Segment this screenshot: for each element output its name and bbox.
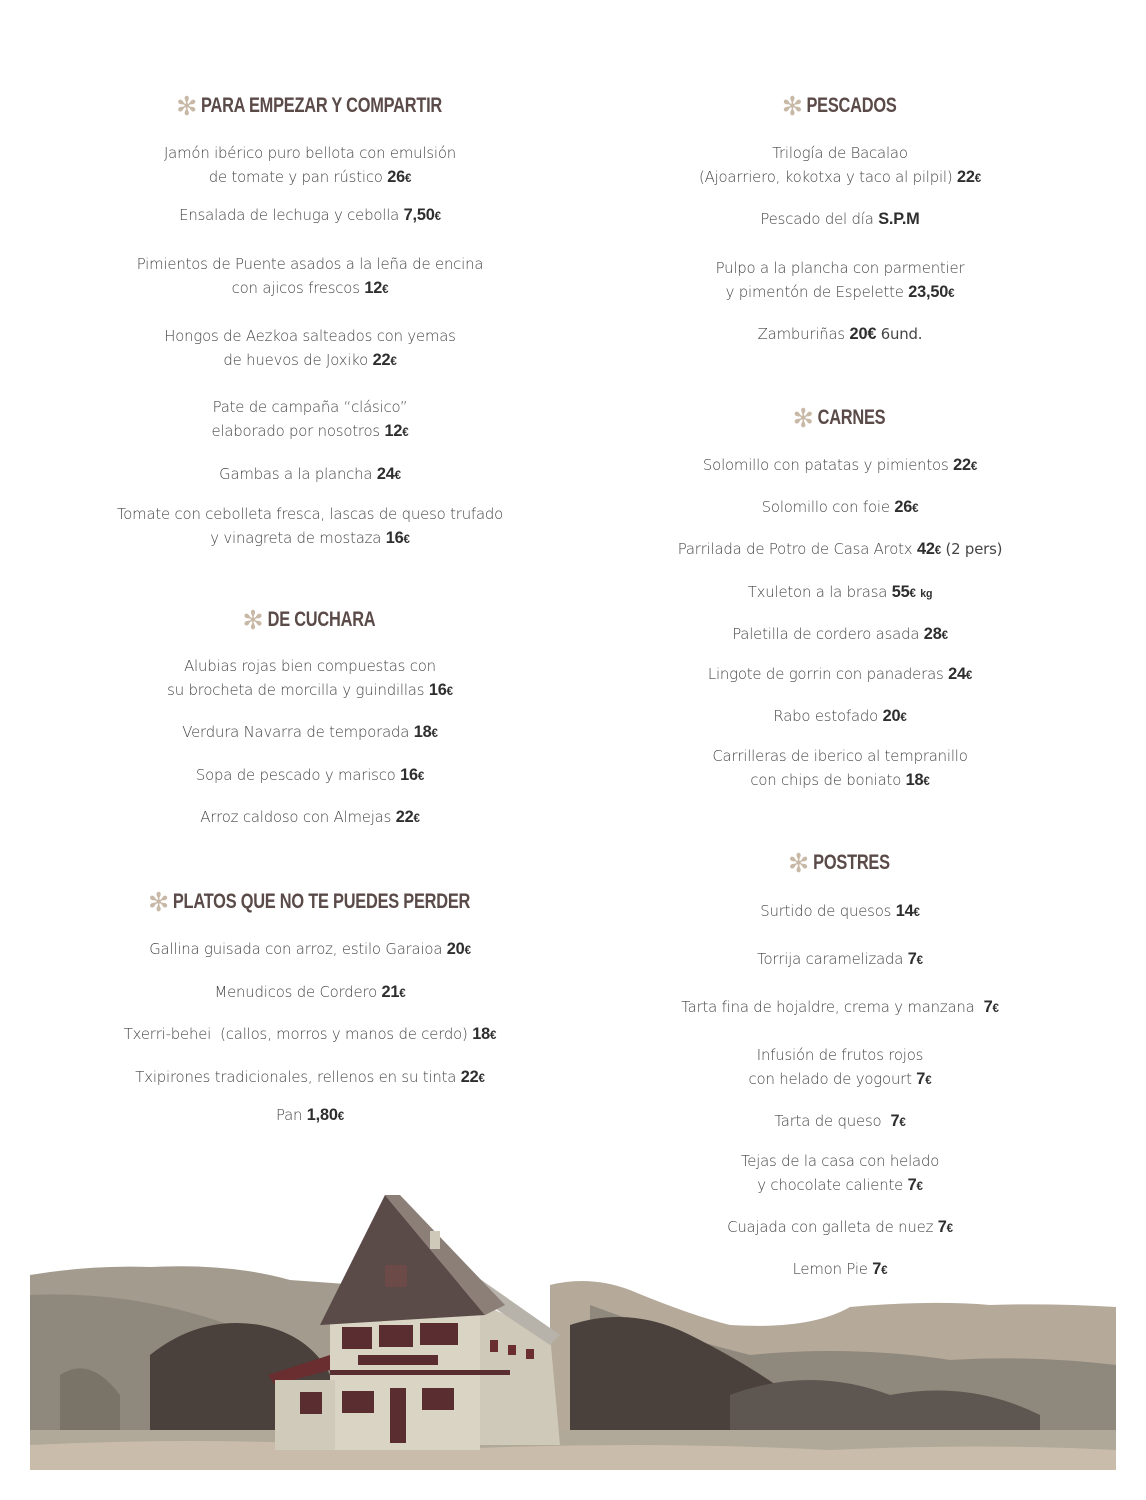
item-price: 7€ bbox=[890, 1111, 906, 1130]
menu-item bbox=[600, 537, 1080, 562]
asterisk-icon: ✻ bbox=[242, 605, 264, 635]
section-title: POSTRES bbox=[813, 851, 890, 874]
left-column bbox=[60, 0, 560, 1200]
item-note: 6und. bbox=[880, 325, 923, 343]
right-column bbox=[590, 0, 1090, 1300]
item-price: 18€ bbox=[905, 770, 930, 789]
item-text: Gambas a la plancha bbox=[219, 465, 373, 483]
item-price: 22€ bbox=[372, 350, 397, 369]
menu-item bbox=[70, 462, 550, 487]
item-price: 14€ bbox=[895, 901, 920, 920]
menu-item bbox=[70, 324, 550, 373]
item-text: Rabo estofado bbox=[773, 707, 879, 725]
menu-item bbox=[600, 622, 1080, 647]
item-price: 42€ bbox=[916, 539, 941, 558]
item-text: Pate de campaña “clásico” bbox=[212, 398, 408, 416]
item-price: 7,50€ bbox=[403, 205, 441, 224]
item-text: Pescado del día bbox=[760, 210, 874, 228]
menu-item bbox=[600, 580, 1080, 606]
item-text: su brocheta de morcilla y guindillas bbox=[167, 681, 425, 699]
menu-item bbox=[600, 453, 1080, 478]
item-price: 1,80€ bbox=[306, 1105, 345, 1124]
section-heading-empezar bbox=[115, 93, 505, 119]
item-price: 55€ bbox=[891, 582, 916, 601]
item-price: 24€ bbox=[376, 464, 401, 483]
menu-item bbox=[600, 1257, 1080, 1282]
menu-item bbox=[70, 937, 550, 962]
item-text: Zamburiñas bbox=[757, 325, 846, 343]
menu-item bbox=[70, 395, 550, 444]
item-price: 20€ bbox=[446, 939, 471, 958]
section-title: PLATOS QUE NO TE PUEDES PERDER bbox=[172, 890, 471, 913]
asterisk-icon: ✻ bbox=[781, 91, 803, 121]
asterisk-icon: ✻ bbox=[175, 91, 197, 121]
item-text: elaborado por nosotros bbox=[211, 422, 380, 440]
section-heading-platos bbox=[115, 889, 505, 915]
item-price: 24€ bbox=[948, 664, 973, 683]
item-unit: kg bbox=[920, 588, 933, 600]
item-price: 26€ bbox=[894, 497, 919, 516]
menu-item bbox=[70, 980, 550, 1005]
item-text: Arroz caldoso con Almejas bbox=[200, 808, 392, 826]
menu-item bbox=[600, 1215, 1080, 1240]
item-text: con ajicos frescos bbox=[231, 279, 360, 297]
item-text: Tomate con cebolleta fresca, lascas de queso trufado bbox=[116, 505, 504, 523]
item-price: 22€ bbox=[953, 455, 978, 474]
item-price: 22€ bbox=[395, 807, 420, 826]
section-heading-cuchara bbox=[115, 607, 505, 633]
menu-item bbox=[600, 1043, 1080, 1092]
item-text: de huevos de Joxiko bbox=[223, 351, 369, 369]
item-price: 20€ bbox=[849, 324, 877, 343]
menu-item bbox=[70, 141, 550, 190]
item-text: Trilogía de Bacalao bbox=[772, 144, 908, 162]
asterisk-icon: ✻ bbox=[792, 403, 814, 433]
item-text: Cuajada con galleta de nuez bbox=[727, 1218, 934, 1236]
menu-item bbox=[600, 947, 1080, 972]
item-price: 7€ bbox=[983, 997, 999, 1016]
item-text: Pimientos de Puente asados a la leña de encina bbox=[136, 255, 484, 273]
item-price: 7€ bbox=[916, 1069, 932, 1088]
section-heading-carnes bbox=[645, 405, 1035, 431]
section-title: DE CUCHARA bbox=[267, 608, 376, 631]
item-text: Ensalada de lechuga y cebolla bbox=[179, 206, 400, 224]
section-title: PARA EMPEZAR Y COMPARTIR bbox=[200, 94, 443, 117]
menu-item bbox=[70, 1065, 550, 1090]
item-text: Verdura Navarra de temporada bbox=[182, 723, 410, 741]
item-price: 20€ bbox=[882, 706, 907, 725]
item-price: 7€ bbox=[907, 949, 923, 968]
item-text: Surtido de quesos bbox=[760, 902, 892, 920]
item-text: Tejas de la casa con helado bbox=[740, 1152, 940, 1170]
item-price: 16€ bbox=[385, 528, 410, 547]
item-price: 26€ bbox=[387, 167, 412, 186]
item-text: y vinagreta de mostaza bbox=[210, 529, 382, 547]
menu-item bbox=[600, 662, 1080, 687]
menu-item bbox=[70, 252, 550, 301]
section-title: PESCADOS bbox=[806, 94, 897, 117]
menu-item bbox=[70, 720, 550, 745]
item-text: Txerri-behei (callos, morros y manos de cerdo) bbox=[123, 1025, 468, 1043]
item-text: con helado de yogourt bbox=[748, 1070, 912, 1088]
menu-item bbox=[600, 995, 1080, 1020]
asterisk-icon: ✻ bbox=[147, 887, 169, 917]
item-text: Infusión de frutos rojos bbox=[756, 1046, 924, 1064]
item-text: de tomate y pan rústico bbox=[208, 168, 383, 186]
item-note: (2 pers) bbox=[945, 540, 1003, 558]
menu-item bbox=[70, 203, 550, 228]
item-price: 22€ bbox=[460, 1067, 485, 1086]
item-text: Paletilla de cordero asada bbox=[732, 625, 920, 643]
item-text: Parrilada de Potro de Casa Arotx bbox=[677, 540, 913, 558]
item-text: Gallina guisada con arroz, estilo Garaioa bbox=[149, 940, 443, 958]
section-heading-pescados bbox=[645, 93, 1035, 119]
menu-item bbox=[600, 495, 1080, 520]
item-text: Tarta de queso bbox=[774, 1112, 886, 1130]
item-text: Torrija caramelizada bbox=[757, 950, 904, 968]
item-text: (Ajoarriero, kokotxa y taco al pilpil) bbox=[698, 168, 953, 186]
item-text: Pulpo a la plancha con parmentier bbox=[715, 259, 965, 277]
item-price: 18€ bbox=[472, 1024, 497, 1043]
item-price: 22€ bbox=[957, 167, 982, 186]
menu-item bbox=[600, 141, 1080, 190]
item-text: Solomillo con patatas y pimientos bbox=[702, 456, 949, 474]
menu-item bbox=[70, 1103, 550, 1128]
menu-item bbox=[70, 1022, 550, 1047]
menu-item bbox=[600, 256, 1080, 305]
menu-item bbox=[600, 1149, 1080, 1198]
menu-item bbox=[70, 763, 550, 788]
item-price: S.P.M bbox=[878, 209, 920, 228]
item-price: 23,50€ bbox=[908, 282, 955, 301]
item-price: 21€ bbox=[381, 982, 406, 1001]
item-text: Solomillo con foie bbox=[761, 498, 890, 516]
section-heading-postres bbox=[645, 850, 1035, 876]
item-price: 12€ bbox=[384, 421, 409, 440]
item-text: Alubias rojas bien compuestas con bbox=[184, 657, 436, 675]
item-price: 16€ bbox=[400, 765, 425, 784]
menu-item bbox=[70, 654, 550, 703]
menu-item bbox=[600, 899, 1080, 924]
item-price: 28€ bbox=[923, 624, 948, 643]
menu-item bbox=[600, 704, 1080, 729]
menu-item bbox=[600, 744, 1080, 793]
menu-item bbox=[600, 1109, 1080, 1134]
item-text: Hongos de Aezkoa salteados con yemas bbox=[164, 327, 456, 345]
menu-item bbox=[600, 322, 1080, 346]
item-text: Pan bbox=[275, 1106, 303, 1124]
item-text: Tarta fina de hojaldre, crema y manzana bbox=[681, 998, 980, 1016]
item-price: 7€ bbox=[907, 1175, 923, 1194]
item-price: 7€ bbox=[872, 1259, 888, 1278]
item-text: Menudicos de Cordero bbox=[214, 983, 377, 1001]
item-price: 7€ bbox=[937, 1217, 953, 1236]
section-title: CARNES bbox=[817, 406, 886, 429]
item-price: 18€ bbox=[413, 722, 438, 741]
menu-item bbox=[70, 805, 550, 830]
item-text: con chips de boniato bbox=[750, 771, 902, 789]
menu-item bbox=[70, 502, 550, 551]
item-price: 12€ bbox=[364, 278, 389, 297]
item-text: Jamón ibérico puro bellota con emulsión bbox=[163, 144, 457, 162]
item-text: Lemon Pie bbox=[792, 1260, 868, 1278]
item-text: Lingote de gorrin con panaderas bbox=[707, 665, 944, 683]
item-text: y pimentón de Espelette bbox=[725, 283, 904, 301]
asterisk-icon: ✻ bbox=[788, 848, 810, 878]
item-text: Carrilleras de iberico al tempranillo bbox=[712, 747, 968, 765]
item-text: Sopa de pescado y marisco bbox=[195, 766, 396, 784]
item-text: Txipirones tradicionales, rellenos en su tinta bbox=[135, 1068, 457, 1086]
item-text: y chocolate caliente bbox=[757, 1176, 904, 1194]
item-text: Txuleton a la brasa bbox=[747, 583, 888, 601]
item-price: 16€ bbox=[428, 680, 453, 699]
menu-item bbox=[600, 207, 1080, 231]
